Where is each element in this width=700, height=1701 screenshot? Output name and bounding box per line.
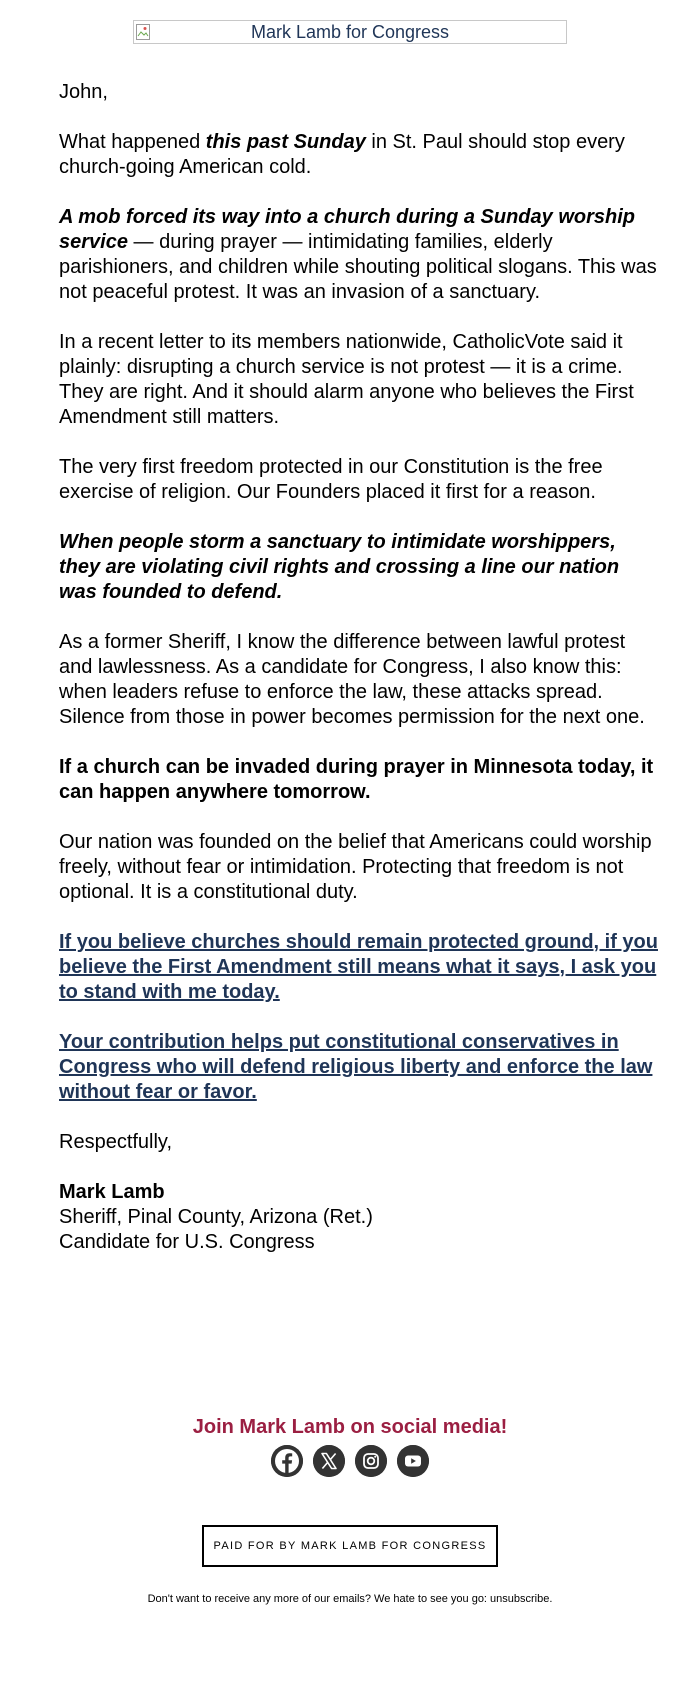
- social-media-title: Join Mark Lamb on social media!: [192, 1416, 508, 1438]
- signature-title: Sheriff, Pinal County, Arizona (Ret.): [59, 1206, 373, 1228]
- x-icon[interactable]: [313, 1445, 345, 1477]
- paragraph-5: When people storm a sanctuary to intimidate worshippers, they are violating civil rights and crossing a line our nation was founded to defend.: [59, 531, 620, 603]
- email-container: [39, 20, 661, 1605]
- donate-link-2-container: [59, 1030, 659, 1105]
- paid-for-disclaimer: PAID FOR BY MARK LAMB FOR CONGRESS: [202, 1525, 498, 1567]
- paragraph-2: A mob forced its way into a church during a Sunday worship service — during prayer — intimidating families, elderly parishioners, and children while shouting political slogans. This was not peaceful protest. It was an invasion of a sanctuary.: [59, 206, 657, 303]
- youtube-icon[interactable]: [397, 1445, 429, 1477]
- paragraph-3: In a recent letter to its members nationwide, CatholicVote said it plainly: disrupting a church service is not protest — it is a crime. They are right. And it should alarm anyone who believes the First Amendment still matters.: [59, 331, 634, 428]
- signature-name: Mark Lamb: [59, 1181, 165, 1203]
- signature: [59, 1180, 659, 1255]
- closing: Respectfully,: [59, 1131, 173, 1153]
- paragraph-4: The very first freedom protected in our Constitution is the free exercise of religion. Our Founders placed it first for a reason.: [59, 456, 603, 503]
- greeting: John,: [59, 81, 108, 103]
- header-image[interactable]: [133, 20, 567, 44]
- unsubscribe-text[interactable]: Don't want to receive any more of our emails? We hate to see you go: unsubscribe.: [147, 1593, 553, 1605]
- signature-role: Candidate for U.S. Congress: [59, 1231, 315, 1253]
- donate-link-2[interactable]: Your contribution helps put constitutional conservatives in Congress who will defend religious liberty and enforce the law without fear or favor.: [59, 1031, 653, 1103]
- broken-image-icon: [136, 24, 150, 40]
- donate-link-1[interactable]: If you believe churches should remain protected ground, if you believe the First Amendment still means what it says, I ask you to stand with me today.: [59, 931, 658, 1003]
- donate-link-1-container: [59, 930, 659, 1005]
- paragraph-8: Our nation was founded on the belief that Americans could worship freely, without fear or intimidation. Protecting that freedom is not optional. It is a constitutional duty.: [59, 831, 652, 903]
- header-image-alt-text: Mark Lamb for Congress: [250, 22, 450, 42]
- letter-body: [39, 44, 659, 1255]
- social-icons-row: [39, 1445, 661, 1477]
- paragraph-1: What happened this past Sunday in St. Paul should stop every church-going American cold.: [59, 131, 625, 178]
- paragraph-7: If a church can be invaded during prayer in Minnesota today, it can happen anywhere tomorrow.: [59, 756, 654, 803]
- paragraph-6: As a former Sheriff, I know the difference between lawful protest and lawlessness. As a candidate for Congress, I also know this: when leaders refuse to enforce the law, these attacks spread. Silence from those in power becomes permission for the next one.: [59, 631, 645, 728]
- instagram-icon[interactable]: [355, 1445, 387, 1477]
- facebook-icon[interactable]: [271, 1445, 303, 1477]
